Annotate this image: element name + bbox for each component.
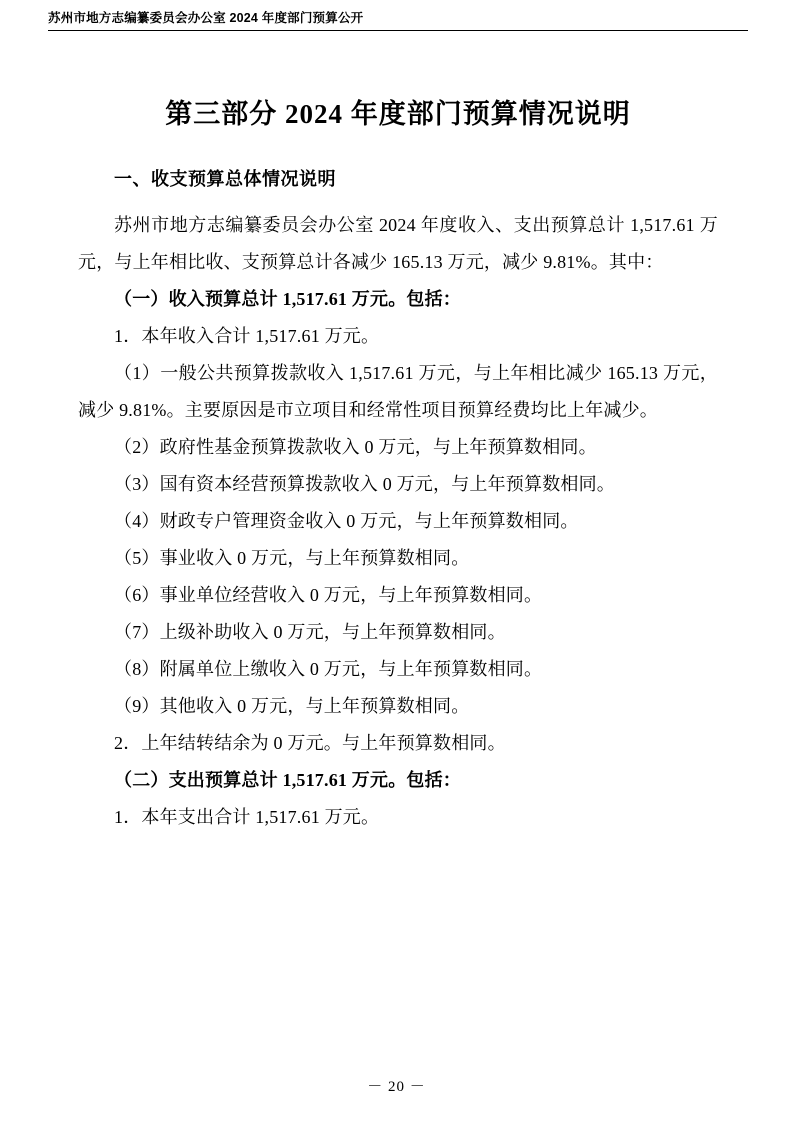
paragraph: （5）事业收入 0 万元，与上年预算数相同。 [114,548,470,568]
paragraph: （9）其他收入 0 万元，与上年预算数相同。 [114,696,470,716]
paragraph: （2）政府性基金预算拨款收入 0 万元，与上年预算数相同。 [114,437,597,457]
paragraph: （4）财政专户管理资金收入 0 万元，与上年预算数相同。 [114,511,579,531]
running-header: 苏州市地方志编纂委员会办公室 2024 年度部门预算公开 [48,11,364,25]
document-body [78,92,718,836]
paragraph: （6）事业单位经营收入 0 万元，与上年预算数相同。 [114,585,543,605]
paragraph: （一）收入预算总计 1,517.61 万元。包括： [114,289,461,309]
page-number: － 20 － [367,1079,426,1095]
section-heading: 一、收支预算总体情况说明 [114,169,336,189]
paragraph: 1．本年支出合计 1,517.61 万元。 [114,807,380,827]
paragraph: 1．本年收入合计 1,517.61 万元。 [114,326,380,346]
header-divider [48,30,748,31]
paragraph: 2．上年结转结余为 0 万元。与上年预算数相同。 [114,733,506,753]
paragraph: 苏州市地方志编纂委员会办公室 2024 年度收入、支出预算总计 1,517.61 万元，与上年相比收、支预算总计各减少 165.13 万元，减少 9.81%。其中： [78,215,718,272]
paragraph: （3）国有资本经营预算拨款收入 0 万元，与上年预算数相同。 [114,474,615,494]
paragraph: （1）一般公共预算拨款收入 1,517.61 万元，与上年相比减少 165.13 万元，减少 9.81%。主要原因是市立项目和经常性项目预算经费均比上年减少。 [78,363,718,420]
paragraph: （8）附属单位上缴收入 0 万元，与上年预算数相同。 [114,659,543,679]
paragraph: （二）支出预算总计 1,517.61 万元。包括： [114,770,461,790]
page-title: 第三部分 2024 年度部门预算情况说明 [165,99,631,129]
paragraph: （7）上级补助收入 0 万元，与上年预算数相同。 [114,622,506,642]
